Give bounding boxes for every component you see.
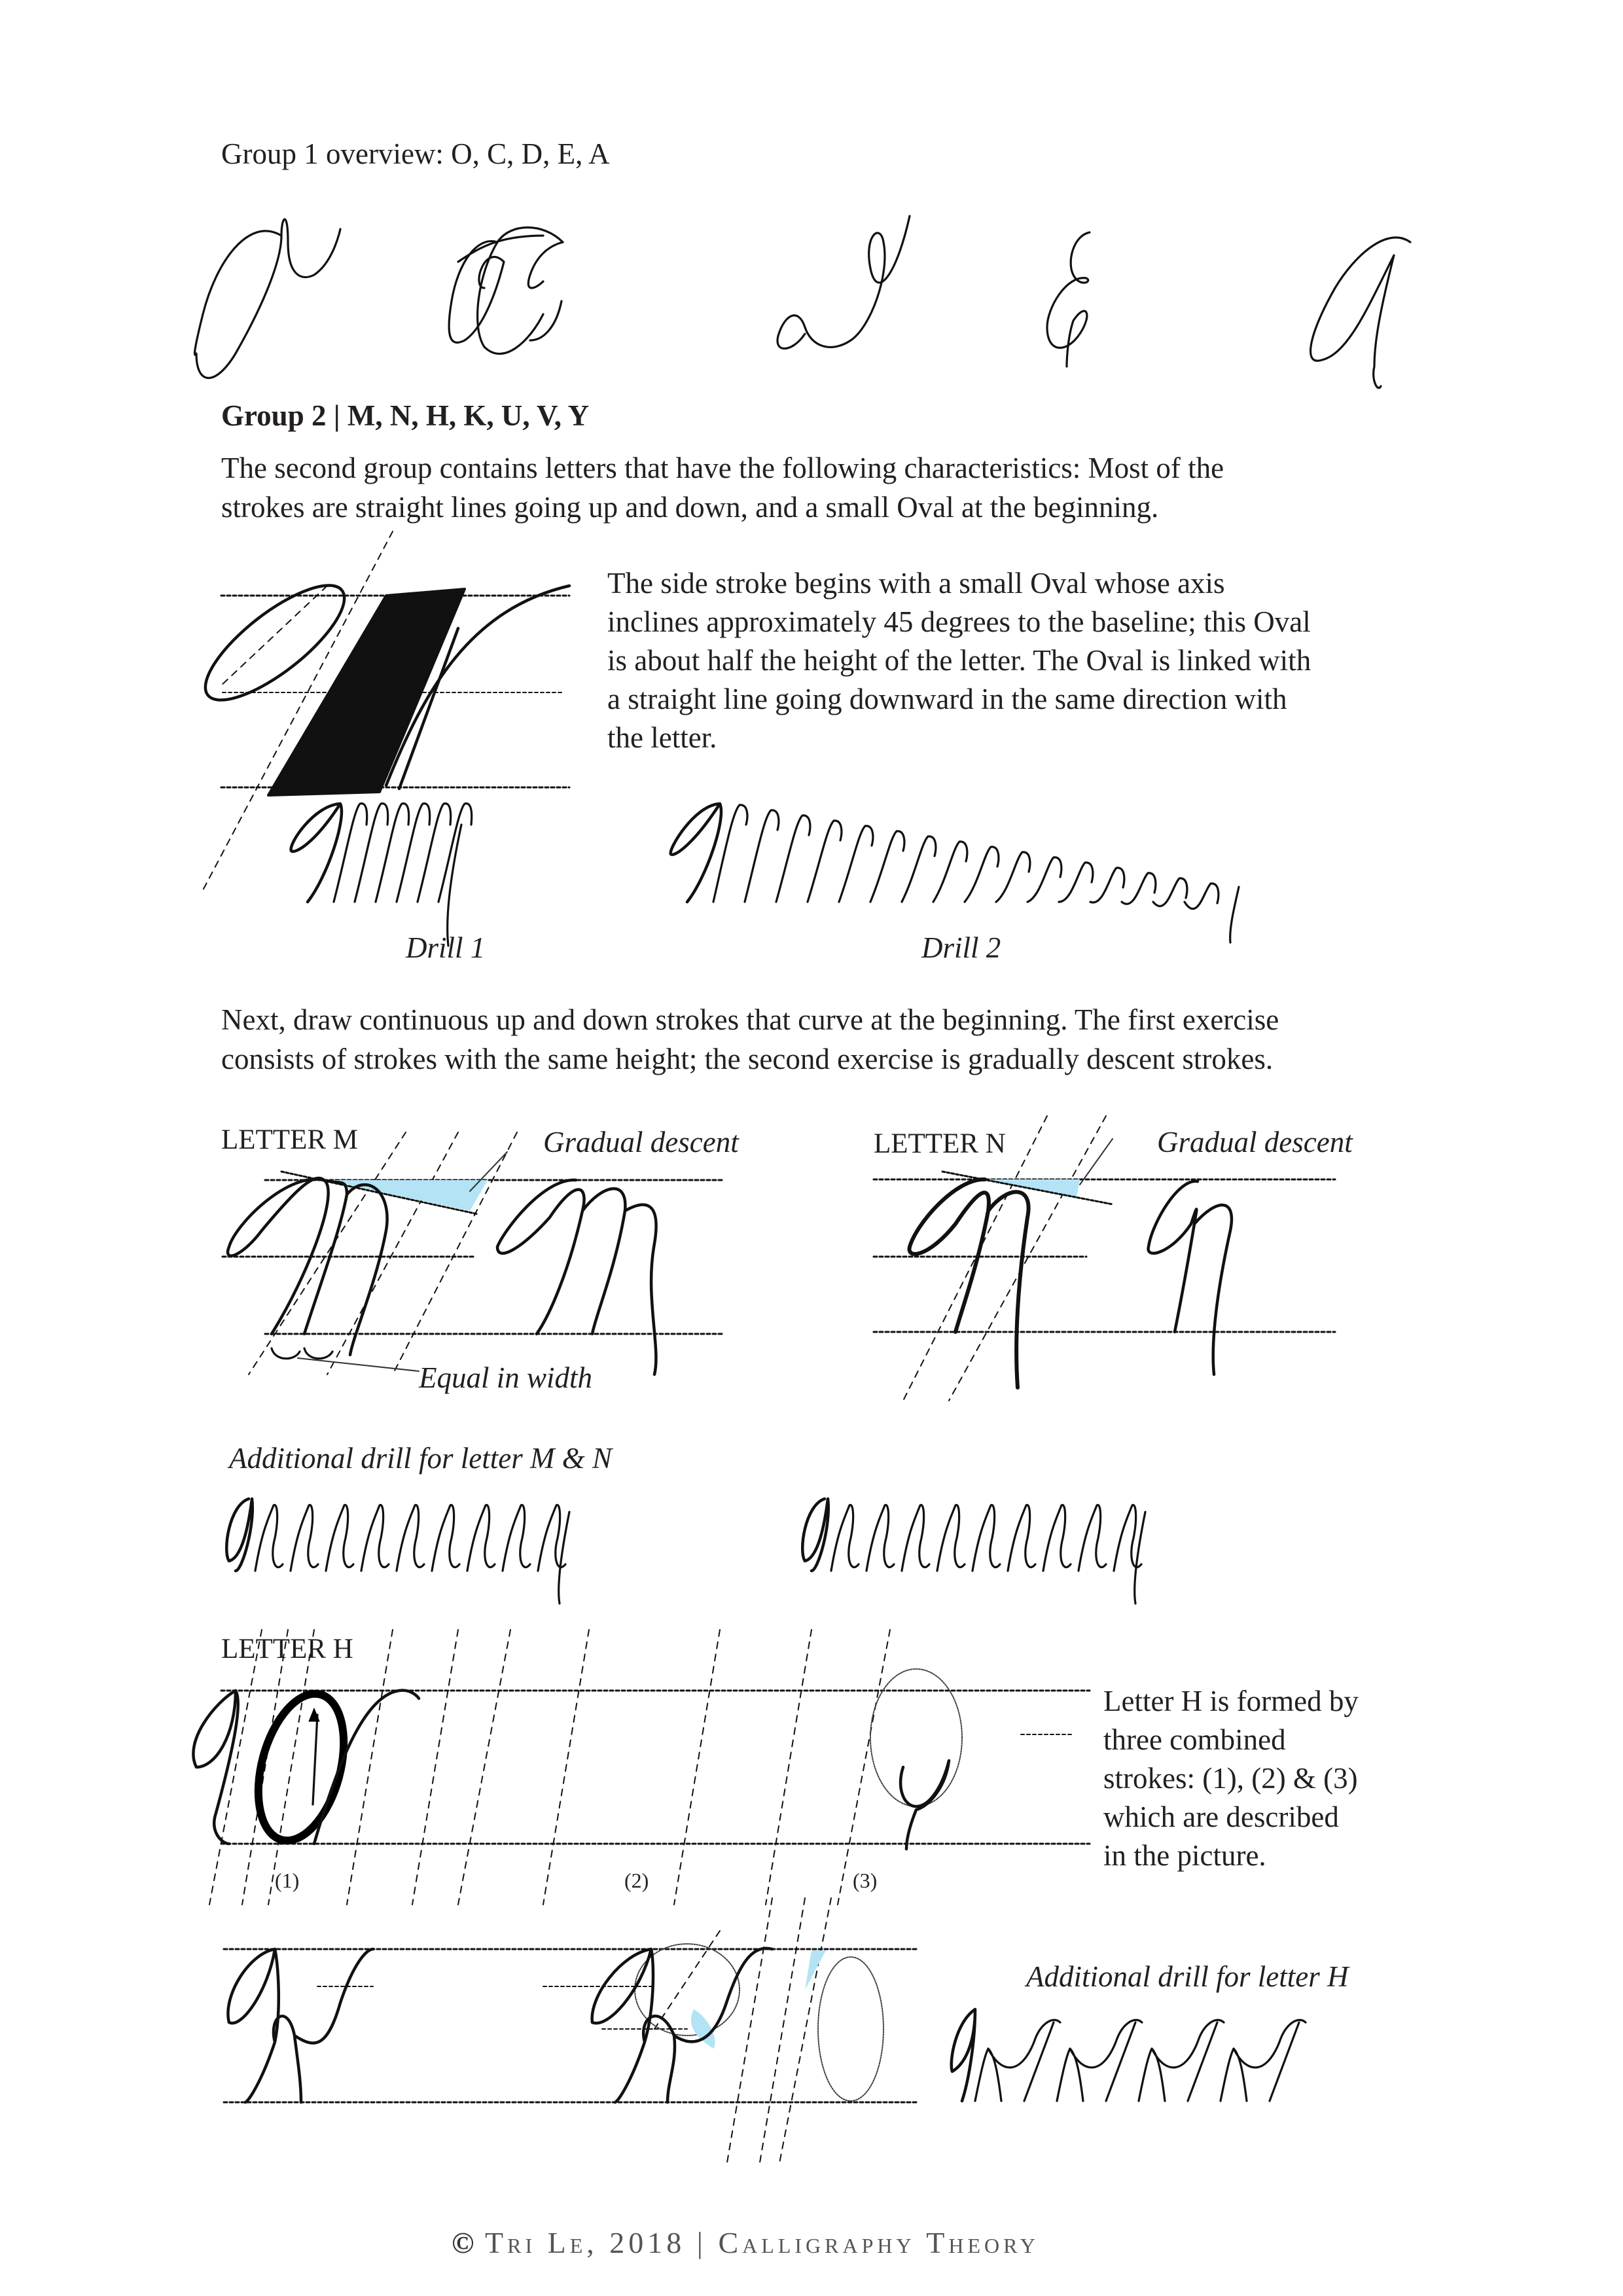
footer-text: Tri Le, 2018 | Calligraphy Theory	[485, 2226, 1039, 2259]
h-example-2	[592, 1948, 772, 2102]
h-drill-caption: Additional drill for letter H	[1026, 1960, 1349, 1993]
group2-intro-line-2: strokes are straight lines going up and down, and a small Oval at the beginning.	[221, 491, 1159, 524]
h-stroke-label-1: (1)	[275, 1869, 300, 1892]
h-drill-oval	[952, 2009, 975, 2101]
letter-h-description-line: which are described	[1103, 1801, 1339, 1833]
h-stem-highlight	[805, 1950, 826, 1990]
h-drill-stroke	[1139, 2020, 1224, 2101]
h-drill-stroke	[1057, 2020, 1142, 2101]
group2-heading: Group 2 | M, N, H, K, U, V, Y	[221, 399, 590, 432]
copyright-icon: ©	[452, 2226, 474, 2259]
letter-h-description-line: Letter H is formed by	[1103, 1685, 1359, 1717]
h-stroke-label-2: (2)	[624, 1869, 649, 1892]
mn-drill-caption: Additional drill for letter M & N	[229, 1442, 612, 1475]
h-drill-strokes	[952, 2009, 1306, 2101]
letter-n-title: LETTER N	[874, 1128, 1006, 1159]
side-stroke-line: a straight line going downward in the same direction with	[607, 683, 1287, 715]
letter-m-title: LETTER M	[221, 1124, 358, 1155]
group1-heading: Group 1 overview: O, C, D, E, A	[221, 137, 610, 170]
next-paragraph-line-1: Next, draw continuous up and down strokes that curve at the beginning. The first exercise	[221, 1003, 1279, 1036]
side-stroke-line: the letter.	[607, 721, 717, 754]
h-example-1	[228, 1949, 373, 2102]
side-stroke-line: inclines approximately 45 degrees to the baseline; this Oval	[607, 605, 1311, 638]
next-paragraph-line-2: consists of strokes with the same height; the second exercise is gradually descent strokes.	[221, 1043, 1274, 1075]
letter-h-description-line: strokes: (1), (2) & (3)	[1103, 1762, 1358, 1795]
letter-m-gradual-descent-label: Gradual descent	[543, 1126, 739, 1158]
letter-h-description-line: three combined	[1103, 1723, 1286, 1756]
letter-m-equal-width-label: Equal in width	[419, 1361, 593, 1394]
letter-h-description-line: in the picture.	[1103, 1839, 1266, 1872]
letter-n-gradual-descent-label: Gradual descent	[1157, 1126, 1353, 1158]
letter-h-title: LETTER H	[221, 1634, 353, 1664]
drill-1-label: Drill 1	[406, 931, 486, 964]
drill-2-label: Drill 2	[921, 931, 1001, 964]
group2-intro-line-1: The second group contains letters that have the following characteristics: Most of the	[221, 452, 1224, 484]
h-drill-stroke	[975, 2020, 1060, 2101]
h-drill-stroke	[1221, 2020, 1306, 2101]
side-stroke-line: is about half the height of the letter. The Oval is linked with	[607, 644, 1311, 677]
side-stroke-line: The side stroke begins with a small Oval whose axis	[607, 567, 1225, 600]
footer	[452, 2225, 1039, 2260]
h-stroke-label-3: (3)	[853, 1869, 878, 1892]
